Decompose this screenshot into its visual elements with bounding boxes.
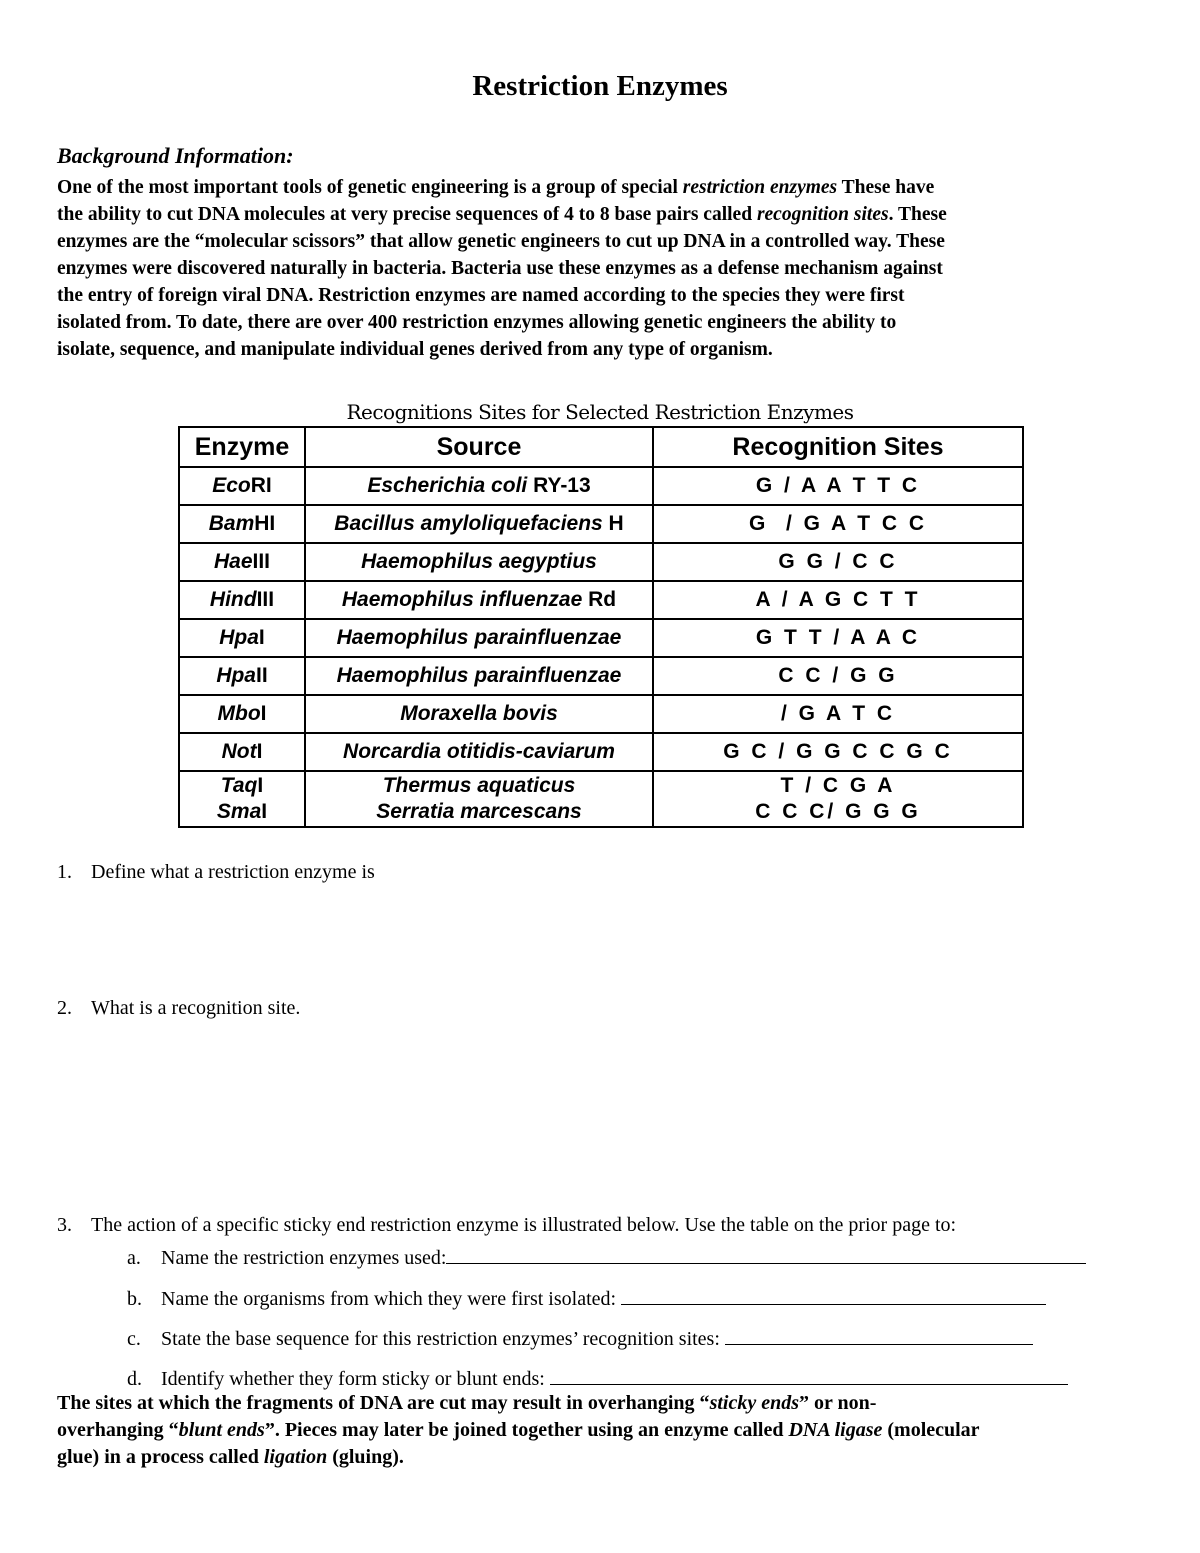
background-line: isolated from. To date, there are over 400 restriction enzymes allowing genetic engineers the ability to: [57, 312, 897, 333]
source-cell: Norcardia otitidis-caviarum: [305, 733, 653, 771]
table-row: [179, 543, 1023, 581]
header-enzyme: Enzyme: [179, 427, 305, 467]
enzyme-cell: EcoRI: [179, 467, 305, 505]
table-row: [179, 771, 1023, 827]
enzyme-cell: HpaII: [179, 657, 305, 695]
answer-blank-b[interactable]: [621, 1282, 1046, 1305]
site-cell: G T T / A A C: [653, 619, 1023, 657]
source-cell: Haemophilus aegyptius: [305, 543, 653, 581]
header-source: Source: [305, 427, 653, 467]
background-line: enzymes are the “molecular scissors” that allow genetic engineers to cut up DNA in a controlled way. These: [57, 231, 945, 252]
site-cell: G / G A T C C: [653, 505, 1023, 543]
background-line: the entry of foreign viral DNA. Restriction enzymes are named according to the species they were first: [57, 285, 905, 306]
question-3d: d. Identify whether they form sticky or blunt ends:: [127, 1362, 1068, 1391]
source-cell: Haemophilus parainfluenzae: [305, 657, 653, 695]
enzyme-cell: MboI: [179, 695, 305, 733]
site-cell: G G / C C: [653, 543, 1023, 581]
term-blunt-ends: blunt ends: [178, 1419, 265, 1441]
site-cell: / G A T C: [653, 695, 1023, 733]
source-cell: Escherichia coli RY-13: [305, 467, 653, 505]
source-cell: Moraxella bovis: [305, 695, 653, 733]
site-cell: T / C G A C C C/ G G G: [653, 771, 1023, 827]
source-cell: Haemophilus influenzae Rd: [305, 581, 653, 619]
site-cell: C C / G G: [653, 657, 1023, 695]
enzyme-cell: HindIII: [179, 581, 305, 619]
footer-paragraph: The sites at which the fragments of DNA are cut may result in overhanging “sticky ends” or non- overhanging “blunt ends”. Pieces may later be joined together using an enzyme called DNA ligase (molecular glue) in a process called ligation (gluing).: [57, 1392, 980, 1468]
table-row: [179, 619, 1023, 657]
enzyme-table: [178, 426, 1024, 828]
table-header-row: [179, 427, 1023, 467]
table-row: [179, 695, 1023, 733]
term-restriction-enzymes: restriction enzymes: [682, 177, 838, 198]
table-row: [179, 467, 1023, 505]
enzyme-cell: HaeIII: [179, 543, 305, 581]
header-recognition-sites: Recognition Sites: [653, 427, 1023, 467]
table-caption: Recognitions Sites for Selected Restriction Enzymes: [346, 400, 854, 424]
term-recognition-sites: recognition sites: [756, 204, 889, 225]
question-2: 2. What is a recognition site.: [57, 997, 301, 1019]
table-row: [179, 657, 1023, 695]
enzyme-cell: BamHI: [179, 505, 305, 543]
table-row: [179, 505, 1023, 543]
answer-blank-c[interactable]: [725, 1322, 1033, 1345]
background-line: isolate, sequence, and manipulate individual genes derived from any type of organism.: [57, 339, 773, 360]
background-line: enzymes were discovered naturally in bacteria. Bacteria use these enzymes as a defense mechanism against: [57, 258, 943, 279]
answer-blank-d[interactable]: [550, 1362, 1068, 1385]
enzyme-cell: TaqI SmaI: [179, 771, 305, 827]
enzyme-cell: NotI: [179, 733, 305, 771]
question-1: 1. Define what a restriction enzyme is: [57, 861, 375, 883]
table-row: [179, 581, 1023, 619]
site-cell: G C / G G C C G C: [653, 733, 1023, 771]
table-row: [179, 733, 1023, 771]
question-3a: a. Name the restriction enzymes used:: [127, 1241, 1086, 1270]
answer-blank-a[interactable]: [446, 1241, 1086, 1264]
site-cell: G / A A T T C: [653, 467, 1023, 505]
term-sticky-ends: sticky ends: [709, 1392, 799, 1414]
source-cell: Thermus aquaticus Serratia marcescans: [305, 771, 653, 827]
term-ligation: ligation: [263, 1446, 328, 1468]
question-3c: c. State the base sequence for this restriction enzymes’ recognition sites:: [127, 1322, 1033, 1351]
question-3b: b. Name the organisms from which they were first isolated:: [127, 1282, 1046, 1311]
background-paragraph: [57, 174, 1147, 363]
source-cell: Haemophilus parainfluenzae: [305, 619, 653, 657]
enzyme-cell: HpaI: [179, 619, 305, 657]
background-heading: Background Information:: [57, 143, 294, 168]
term-dna-ligase: DNA ligase: [788, 1419, 883, 1441]
page-title: Restriction Enzymes: [472, 70, 728, 102]
site-cell: A / A G C T T: [653, 581, 1023, 619]
source-cell: Bacillus amyloliquefaciens H: [305, 505, 653, 543]
question-3: 3. The action of a specific sticky end restriction enzyme is illustrated below. Use the table on the prior page to:: [57, 1214, 957, 1236]
background-line: One of the most important tools of genetic engineering is a group of special restriction enzymes These have: [57, 177, 935, 198]
background-line: the ability to cut DNA molecules at very precise sequences of 4 to 8 base pairs called recognition sites. These: [57, 204, 947, 225]
